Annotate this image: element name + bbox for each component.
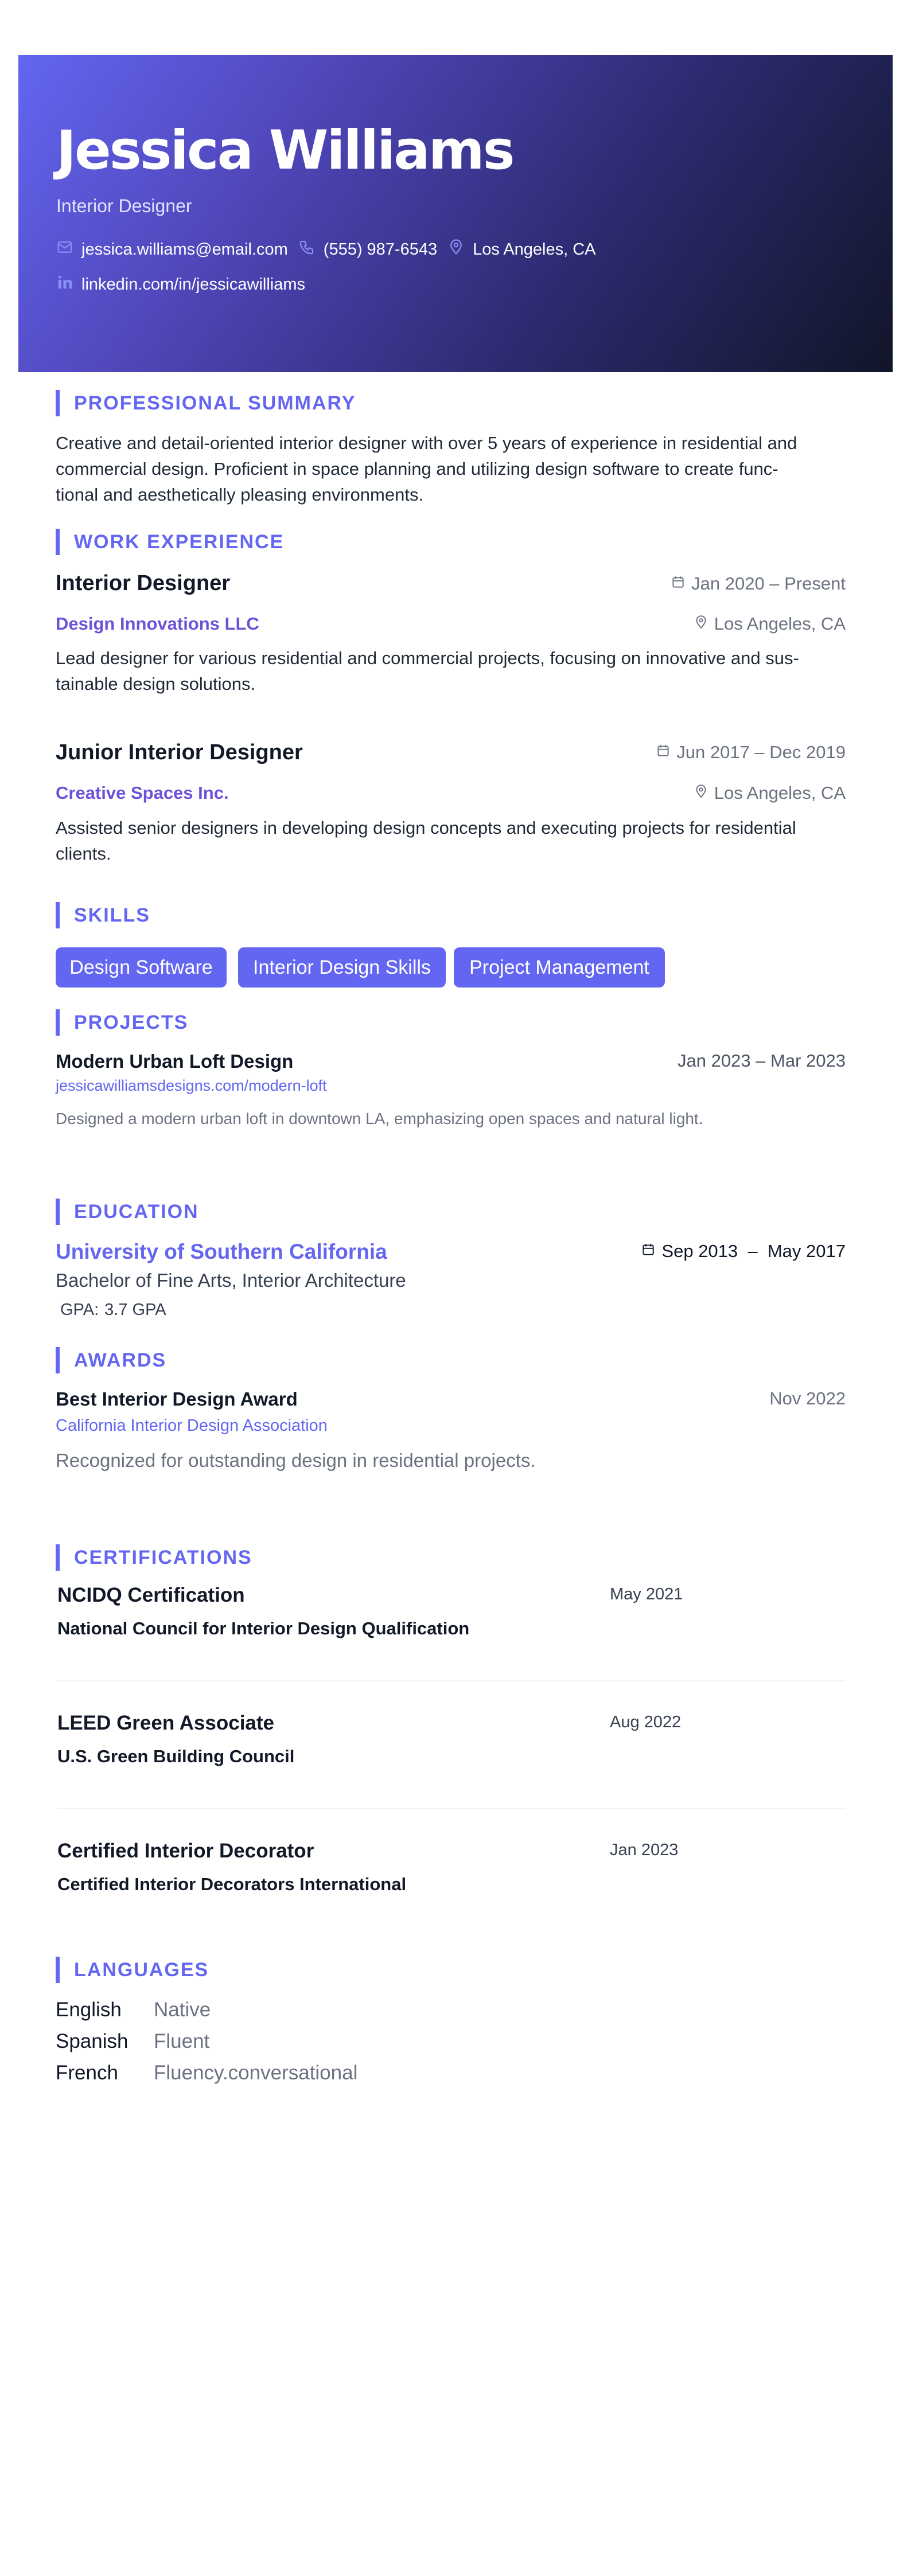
language-level: Fluent — [154, 2030, 210, 2052]
project-dates: Jan 2023 – Mar 2023 — [678, 1051, 846, 1071]
skill-chip: Design Software — [56, 947, 227, 988]
linkedin-icon — [56, 274, 73, 295]
job-description-line: Lead designer for various residential and commercial projects, focusing on innovative and sus- — [56, 648, 799, 668]
section-title-text: PROJECTS — [74, 1011, 189, 1033]
language-name: Spanish — [56, 2030, 129, 2052]
candidate-name: Jessica Williams — [56, 119, 513, 182]
award-issuer: California Interior Design Association — [56, 1416, 328, 1435]
section-title-summary — [56, 390, 356, 416]
section-title-text: AWARDS — [74, 1349, 167, 1371]
certification-name: LEED Green Associate — [57, 1712, 275, 1734]
section-title-certifications — [56, 1544, 252, 1571]
certification-date: Jan 2023 — [610, 1841, 679, 1859]
job-description-line: Assisted senior designers in developing design concepts and executing projects for residential — [56, 818, 796, 838]
section-title-awards — [56, 1347, 166, 1373]
location-text: Los Angeles, CA — [473, 240, 596, 259]
education-dates-text: Sep 2013 – May 2017 — [661, 1241, 846, 1261]
job-dates — [656, 742, 846, 763]
job-dates-text: Jan 2020 – Present — [691, 573, 846, 594]
degree: Bachelor of Fine Arts, Interior Architecture — [56, 1270, 406, 1291]
mail-icon — [56, 239, 73, 260]
job-location-text: Los Angeles, CA — [714, 783, 846, 803]
job-dates-text: Jun 2017 – Dec 2019 — [676, 742, 846, 762]
calendar-icon — [671, 573, 686, 594]
section-title-education — [56, 1199, 199, 1225]
job-description — [56, 645, 859, 697]
language-name: French — [56, 2062, 118, 2084]
job-dates — [671, 573, 846, 594]
summary-line: tional and aesthetically pleasing environments. — [56, 485, 424, 505]
calendar-icon — [641, 1241, 656, 1262]
job-location — [694, 783, 846, 803]
phone-icon — [298, 239, 316, 260]
gpa-value: 3.7 GPA — [104, 1301, 166, 1319]
location-contact — [447, 239, 595, 260]
map-pin-icon — [694, 783, 708, 803]
phone-contact[interactable] — [298, 239, 437, 260]
candidate-role: Interior Designer — [56, 196, 192, 216]
job-location — [694, 614, 846, 634]
calendar-icon — [656, 742, 671, 763]
company-name: Design Innovations LLC — [56, 614, 259, 634]
map-pin-icon — [694, 614, 708, 634]
project-link[interactable]: jessicawilliamsdesigns.com/modern-loft — [56, 1077, 327, 1094]
resume-header — [18, 55, 893, 372]
certification-org: National Council for Interior Design Qualification — [57, 1618, 470, 1638]
school-name: University of Southern California — [56, 1240, 387, 1263]
certification-org: Certified Interior Decorators International — [57, 1874, 407, 1894]
job-description — [56, 815, 859, 867]
section-title-text: SKILLS — [74, 904, 150, 926]
award-date: Nov 2022 — [769, 1388, 846, 1408]
language-level: Native — [154, 1999, 211, 2021]
language-level: Fluency.conversational — [154, 2062, 358, 2084]
job-title: Interior Designer — [56, 571, 231, 595]
award-name: Best Interior Design Award — [56, 1388, 298, 1410]
section-title-text: CERTIFICATIONS — [74, 1546, 252, 1568]
certification-date: May 2021 — [610, 1585, 683, 1603]
summary-line: commercial design. Proficient in space planning and utilizing design software to create func- — [56, 459, 778, 479]
linkedin-contact[interactable] — [56, 274, 305, 295]
contact-row — [56, 239, 596, 260]
job-description-line: tainable design solutions. — [56, 674, 256, 694]
section-title-skills — [56, 902, 150, 928]
divider — [57, 1808, 846, 1809]
gpa — [60, 1301, 166, 1320]
section-title-experience — [56, 529, 284, 555]
certification-org: U.S. Green Building Council — [57, 1746, 295, 1766]
email-text: jessica.williams@email.com — [81, 240, 288, 259]
project-description: Designed a modern urban loft in downtown LA, emphasizing open spaces and natural light. — [56, 1110, 703, 1127]
skill-chip: Project Management — [454, 947, 665, 988]
section-title-text: PROFESSIONAL SUMMARY — [74, 392, 356, 414]
section-title-text: WORK EXPERIENCE — [74, 530, 285, 553]
phone-text: (555) 987-6543 — [323, 240, 438, 259]
job-description-line: clients. — [56, 844, 111, 864]
linkedin-text: linkedin.com/in/jessicawilliams — [81, 275, 306, 294]
section-title-projects — [56, 1009, 188, 1036]
summary-line: Creative and detail-oriented interior designer with over 5 years of experience in residential and — [56, 433, 797, 453]
certification-name: NCIDQ Certification — [57, 1584, 245, 1606]
section-title-text: EDUCATION — [74, 1200, 199, 1223]
map-pin-icon — [447, 239, 465, 260]
award-description: Recognized for outstanding design in residential projects. — [56, 1450, 536, 1471]
certification-date: Aug 2022 — [610, 1713, 682, 1731]
education-dates — [641, 1241, 846, 1262]
gpa-label: GPA: — [60, 1301, 99, 1319]
job-title: Junior Interior Designer — [56, 740, 303, 764]
summary-text — [56, 430, 859, 508]
company-name: Creative Spaces Inc. — [56, 783, 229, 803]
language-name: English — [56, 1999, 122, 2021]
divider — [57, 1680, 846, 1681]
certification-name: Certified Interior Decorator — [57, 1840, 314, 1862]
email-contact[interactable] — [56, 239, 288, 260]
job-location-text: Los Angeles, CA — [714, 614, 846, 634]
contact-row — [56, 274, 305, 295]
project-name: Modern Urban Loft Design — [56, 1051, 294, 1072]
section-title-text: LANGUAGES — [74, 1958, 209, 1981]
section-title-languages — [56, 1957, 209, 1983]
skill-chip: Interior Design Skills — [238, 947, 446, 988]
